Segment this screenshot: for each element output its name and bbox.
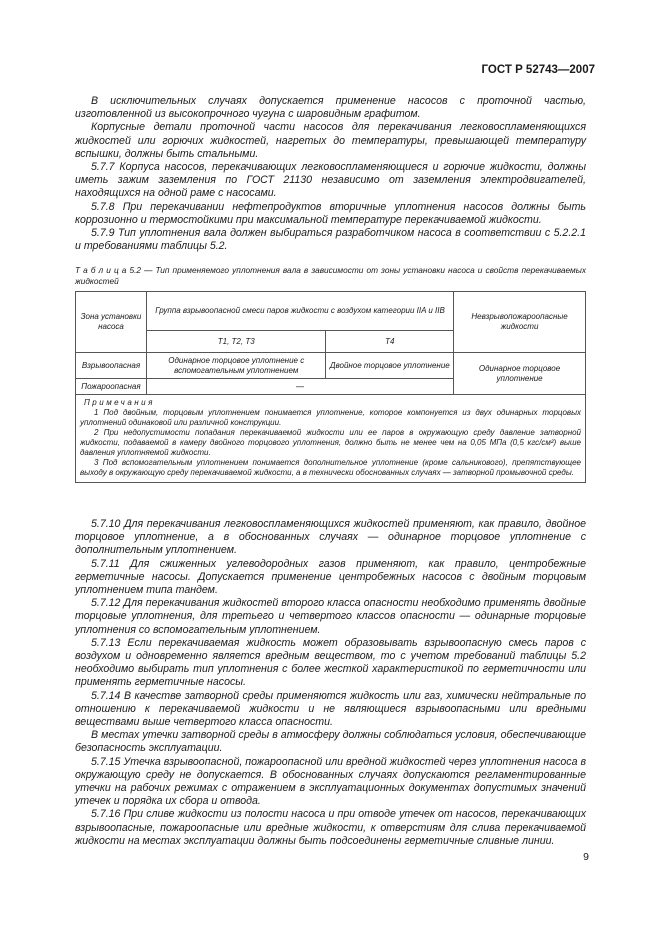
- paragraph-5-7-12: 5.7.12 Для перекачивания жидкостей второго класса опасности необходимо применять двойные торцовые уплотнения, для третьего и четвертого классов опасности — одинарные торцовые уплотнения со вспомогательным уплотнением.: [75, 597, 586, 636]
- paragraph-5-7-15: 5.7.15 Утечка взрывоопасной, пожароопасной или вредной жидкостей через уплотнения насоса в окружающую среду не допускается. В обоснованных случаях допускаются регламентированные утечки на рабочих режимах с отражением в эксплуатационных документах допустимых значений утечек и порядка их сбора и отвода.: [75, 755, 586, 808]
- row-fire-zone: Пожароопасная: [76, 379, 147, 395]
- page-number: 9: [583, 851, 589, 863]
- paragraph: Корпусные детали проточной части насосов для перекачивания легковоспламеняющихся жидкостей или горючих жидкостей, нагретых до температуры, превышающей температуру вспышки, должны быть стальными.: [75, 121, 586, 160]
- note-1: 1 Под двойным, торцовым уплотнением понимается уплотнение, которое компонуется из двух одинарных торцовых уплотнений одинаковой или различной конструкции.: [80, 408, 581, 427]
- cell-nonexplosive-seal: Одинарное торцовое уплотнение: [454, 353, 586, 395]
- paragraph: В исключительных случаях допускается применение насосов с проточной частью, изготовленной из высокопрочного чугуна с шаровидным графитом.: [75, 95, 586, 121]
- table-notes: [76, 395, 586, 483]
- seal-type-table: [75, 291, 586, 483]
- document-header: ГОСТ Р 52743—2007: [481, 64, 595, 76]
- header-group: Группа взрывоопасной смеси паров жидкости с воздухом категории IIA и IIB: [146, 292, 453, 331]
- paragraph-5-7-13: 5.7.13 Если перекачиваемая жидкость может образовывать взрывоопасную смесь паров с воздухом и одновременно является вредным веществом, то с учетом требований таблицы 5.2 необходимо выбирать тип уплотнения с более жесткой характеристикой по герметичности или применять герметичные насосы.: [75, 636, 586, 689]
- text-block-bottom: [75, 518, 586, 848]
- paragraph-5-7-9: 5.7.9 Тип уплотнения вала должен выбираться разработчиком насоса в соответствии с 5.2.2.1 и требованиями таблицы 5.2.: [75, 227, 586, 253]
- table-caption: Т а б л и ц а 5.2 — Тип применяемого уплотнения вала в зависимости от зоны установки насоса и свойств перекачиваемых жидкостей: [75, 265, 586, 287]
- paragraph: В местах утечки затворной среды в атмосферу должны соблюдаться условия, обеспечивающие безопасность эксплуатации.: [75, 729, 586, 755]
- paragraph-5-7-14: 5.7.14 В качестве затворной среды применяются жидкость или газ, химически нейтральные по отношению к перекачиваемой жидкости и не являющиеся взрывоопасными или вредными веществами выше четвертого класса опасности.: [75, 689, 586, 729]
- row-fire-dash: —: [146, 379, 453, 395]
- paragraph-5-7-11: 5.7.11 Для сжиженных углеводородных газов применяют, как правило, центробежные герметичные насосы. Допускается применение центробежных насосов с двойным торцовым уплотнением типа тандем.: [75, 557, 586, 597]
- header-nonexplosive: Невзрывопожароопасные жидкости: [454, 292, 586, 353]
- note-3: 3 Под вспомогательным уплотнением понимается дополнительное уплотнение (кроме сальникового), препятствующее выходу в окружающую среду перекачиваемой жидкости, а в технически обоснованных случаях — затворной промывочной среды.: [80, 458, 581, 477]
- header-t4: Т4: [326, 331, 454, 353]
- paragraph-5-7-16: 5.7.16 При сливе жидкости из полости насоса и при отводе утечек от насосов, перекачивающих взрывоопасные, пожароопасные или вредные жидкости, к отверстиям для слива перекачиваемой жидкости на местах эксплуатации должны быть подсоединены герметичные сливные линии.: [75, 808, 586, 847]
- text-block-top: [75, 95, 586, 253]
- notes-header: Примечания: [84, 398, 155, 407]
- note-2: 2 При недопустимости попадания перекачиваемой жидкости или ее паров в окружающую среду давление затворной жидкости, подаваемой в камеру двойного торцового уплотнения, должно быть не менее чем на 0,05 МПа (0,5 кгс/см²) выше давления уплотняемой жидкости.: [80, 428, 581, 457]
- row-explosive-t123: Одинарное торцовое уплотнение с вспомогательным уплотнением: [146, 353, 326, 379]
- row-explosive-t4: Двойное торцовое уплотнение: [326, 353, 454, 379]
- paragraph-5-7-8: 5.7.8 При перекачивании нефтепродуктов вторичные уплотнения насосов должны быть коррозионно и термостойкими при максимальной температуре перекачиваемой жидкости.: [75, 200, 586, 226]
- paragraph-5-7-10: 5.7.10 Для перекачивания легковоспламеняющихся жидкостей применяют, как правило, двойное торцовое уплотнение, а в обоснованных случаях — одинарное торцовое уплотнение с дополнительным уплотнением.: [75, 518, 586, 557]
- header-zone: Зона установки насоса: [76, 292, 147, 353]
- header-t123: Т1, Т2, Т3: [146, 331, 326, 353]
- row-explosive-zone: Взрывоопасная: [76, 353, 147, 379]
- paragraph-5-7-7: 5.7.7 Корпуса насосов, перекачивающих легковоспламеняющиеся и горючие жидкости, должны иметь зажим заземления по ГОСТ 21130 независимо от заземления электродвигателей, находящихся на одной раме с насосами.: [75, 161, 586, 200]
